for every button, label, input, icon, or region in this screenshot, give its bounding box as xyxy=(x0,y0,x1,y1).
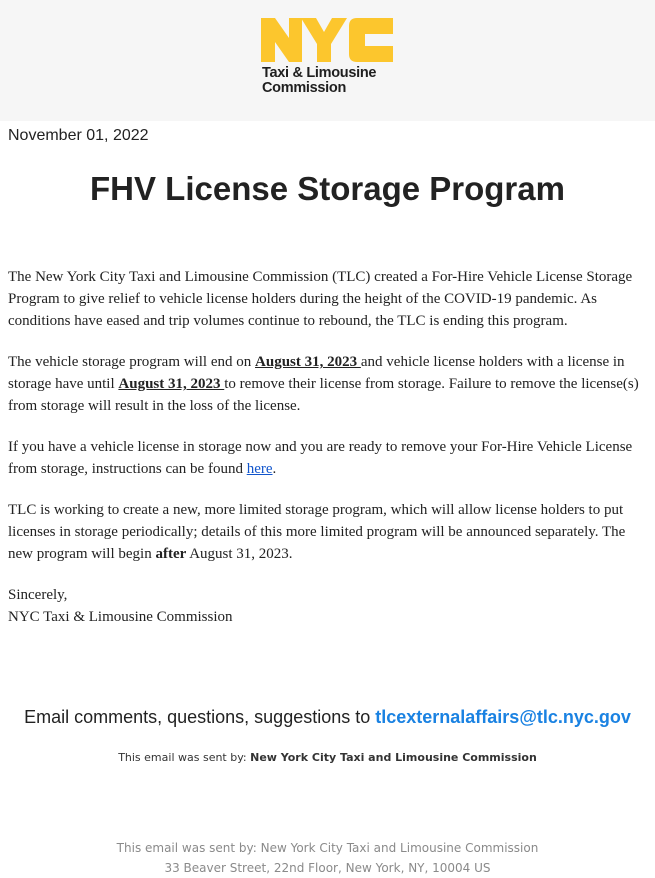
paragraph-text: TLC is working to create a new, more limited storage program, which will allow license holders to put licenses in storage periodically; details of this more limited program will be announced separately. The new program will begin xyxy=(8,502,626,562)
footer-address: 33 Beaver Street, 22nd Floor, New York, NY, 10004 US xyxy=(164,861,491,875)
email-footer xyxy=(0,838,655,878)
logo-line-1: Taxi & Limousine xyxy=(262,65,377,81)
removal-date-highlight: August 31, 2023 xyxy=(118,376,225,392)
sent-by-line xyxy=(0,751,655,764)
paragraph-text: . xyxy=(272,461,277,477)
paragraph-new-program xyxy=(8,499,648,565)
email-date: November 01, 2022 xyxy=(8,127,149,144)
paragraph-text: If you have a vehicle license in storage now and you are ready to remove your For-Hire Vehicle License from storage, instructions can be found xyxy=(8,439,633,477)
signoff-closing: Sincerely, xyxy=(8,587,68,603)
email-title: FHV License Storage Program xyxy=(90,170,565,207)
logo-line-2: Commission xyxy=(262,80,347,96)
paragraph-text: to remove their license from storage. Failure to remove the license(s) from storage will result in the loss of the license. xyxy=(8,376,639,414)
end-date-highlight: August 31, 2023 xyxy=(255,354,361,370)
paragraph-text: and vehicle license holders with a license in storage have until xyxy=(8,354,625,392)
contact-prefix: Email comments, questions, suggestions to xyxy=(24,707,376,727)
paragraph-instructions xyxy=(8,436,648,480)
logo-text xyxy=(262,66,376,96)
contact-email-link[interactable]: tlcexternalaffairs@tlc.nyc.gov xyxy=(375,707,631,727)
signoff-sender: NYC Taxi & Limousine Commission xyxy=(8,609,233,625)
sent-by-sender: New York City Taxi and Limousine Commission xyxy=(250,751,537,764)
instructions-link[interactable]: here xyxy=(246,461,273,477)
after-emphasis: after xyxy=(155,546,187,562)
contact-line xyxy=(0,707,655,728)
nyc-tlc-logo xyxy=(261,16,395,100)
sent-by-label: This email was sent by: xyxy=(118,751,251,764)
nyc-logo-mark-icon xyxy=(261,16,393,64)
paragraph-text: The vehicle storage program will end on xyxy=(8,354,256,370)
paragraph-end-date xyxy=(8,351,648,417)
footer-sender: This email was sent by: New York City Taxi and Limousine Commission xyxy=(116,841,539,855)
paragraph-intro: The New York City Taxi and Limousine Commission (TLC) created a For-Hire Vehicle License Storage Program to give relief to vehicle license holders during the height of the COVID-19 pandemic. As conditions have eased and trip volumes continue to rebound, the TLC is ending this program. xyxy=(8,269,633,329)
email-header xyxy=(0,0,655,121)
signoff xyxy=(8,584,648,628)
paragraph-text: August 31, 2023. xyxy=(186,546,293,562)
